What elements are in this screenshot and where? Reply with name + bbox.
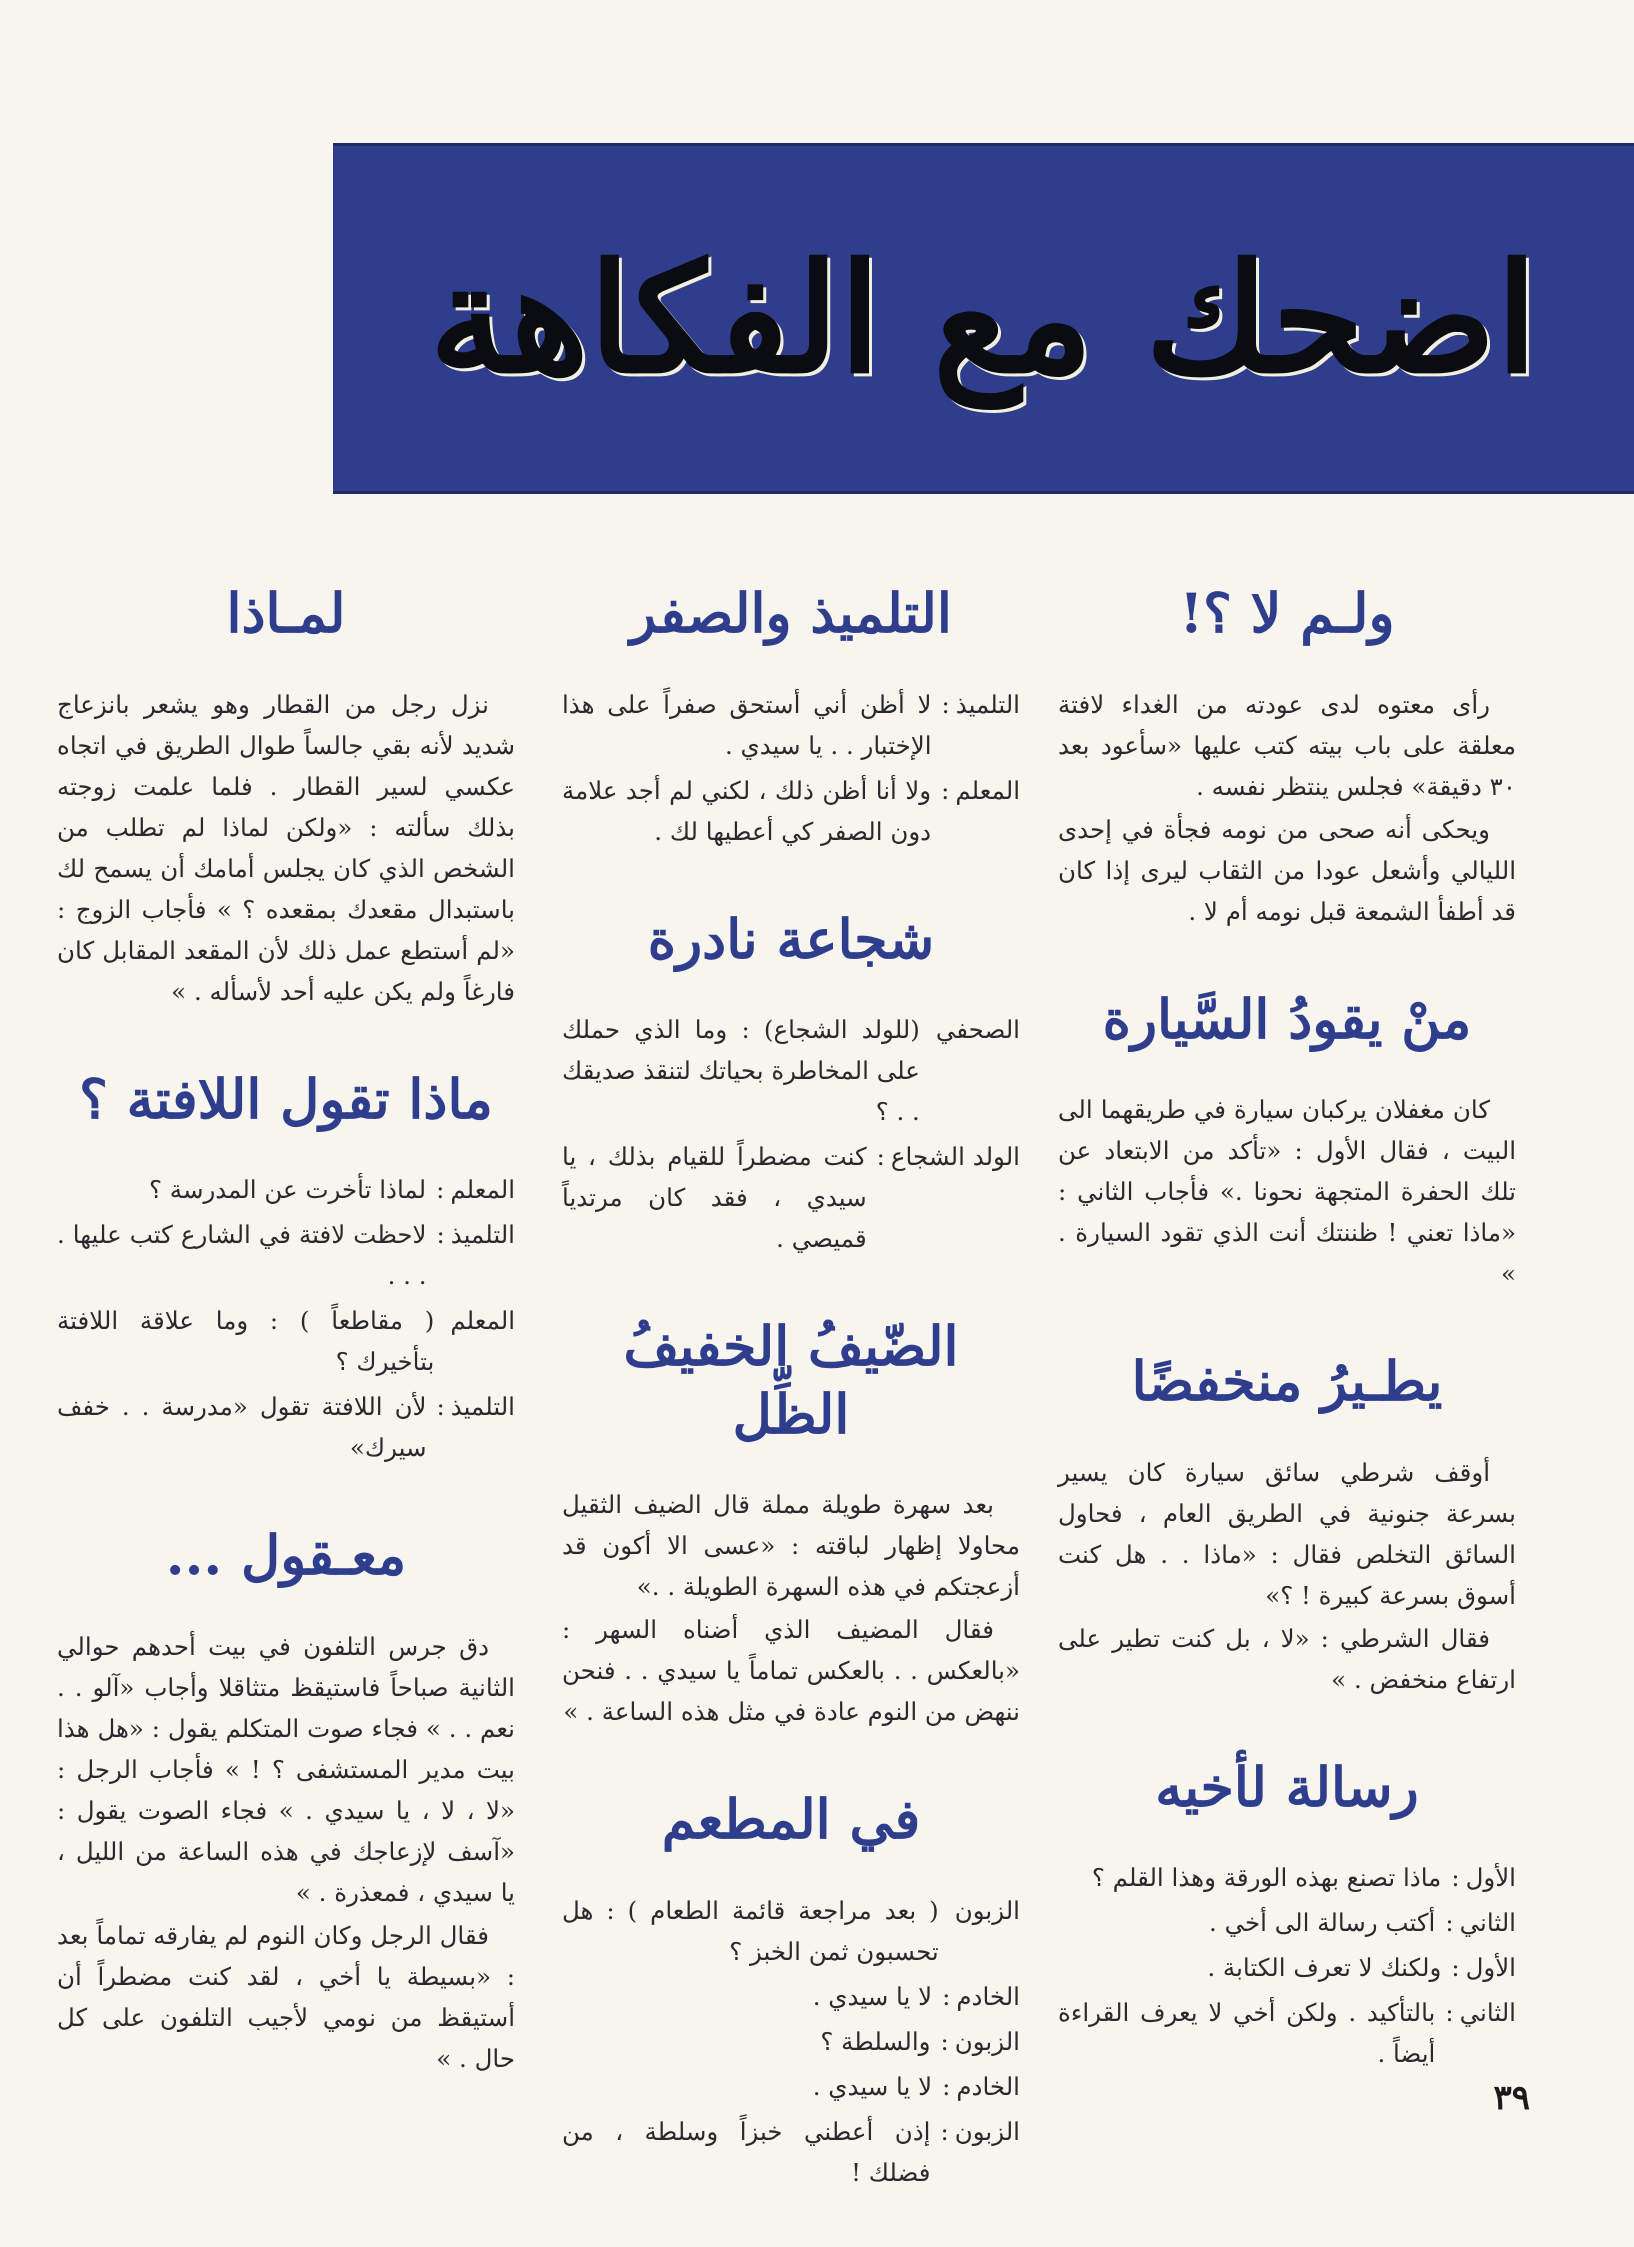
speaker: الولد الشجاع [890,1142,1020,1171]
story-title: رسالة لأخيه [1155,1754,1419,1819]
banner-title: اضحك مع الفكاهة [429,230,1538,407]
separator [920,1009,930,1132]
story-title: لمـاذا [226,581,346,645]
line-text: (للولد الشجاع) : وما الذي حملك على المخاطرة بحياتك لتنقذ صديقك . . ؟ [561,1015,920,1126]
story [1058,1754,1516,2075]
line-text: ولا أنا أظن ذلك ، لكني لم أجد علامة دون الصفر كي أعطيها لك . [562,775,932,846]
dialog-line [57,1214,515,1296]
story-paragraph: دق جرس التلفون في بيت أحدهم حوالي الثانية صباحاً فاستيقظ متثاقلا وأجاب «آلو . . نعم . . » فجاء صوت المتكلم يقول : «هل هذا بيت مدير المستشفى ؟ ! » فأجاب الرجل : «لا ، لا ، يا سيدي . » فجاء الصوت يقول : «آسف لإزعاجك في هذه الساعة من الليل ، يا سيدي ، فمعذرة . » [57,1631,515,1907]
speaker: المعلم [955,775,1020,805]
separator: : [1445,1908,1454,1937]
story [57,1066,515,1469]
speaker: التلميذ [955,689,1020,719]
story-paragraph: ويحكى أنه صحى من نومه فجأة في إحدى الليالي وأشعل عودا من الثقاب ليرى إذا كان قد أطفأ الشمعة قبل نومه أم لا . [1058,814,1516,926]
dialog [562,684,1020,852]
speaker: التلميذ [450,1220,515,1249]
column-left [57,580,515,2133]
line-text: لأن اللافتة تقول «مدرسة . . خفف سيرك» [57,1392,427,1462]
story [1058,580,1516,932]
story-title: الضّيفُ الخفيفُ الظِّل [623,1314,959,1446]
line-text: ولكنك لا تعرف الكتابة . [1207,1953,1442,1982]
speaker: الأول [1465,1953,1516,1982]
story-body [1058,684,1516,932]
story-title: التلميذ والصفر [630,581,952,645]
column-right [1058,580,1516,2128]
dialog-line [562,1136,1020,1259]
story-title: معـقول ... [165,1523,407,1587]
dialog [57,1169,515,1468]
speaker: الأول [1465,1863,1516,1892]
line-text: لا يا سيدي . [812,1981,933,2011]
column-middle [562,580,1020,2247]
story-paragraph: بعد سهرة طويلة مملة قال الضيف الثقيل محاولا إظهار لباقته : «عسى الا أكون قد أزعجتكم في هذه السهرة الطويلة . .» [562,1490,1020,1601]
line-text: كنت مضطراً للقيام بذلك ، يا سيدي ، فقد كان مرتدياً قميصي . [562,1142,867,1253]
dialog [562,1009,1020,1259]
story [57,1522,515,2079]
separator: : [1451,1863,1460,1892]
line-text: ( بعد مراجعة قائمة الطعام ) : هل تحسبون ثمن الخبز ؟ [562,1895,939,1966]
line-text: بالتأكيد . ولكن أخي لا يعرف القراءة أيضاً . [1058,1998,1436,2068]
separator [939,1890,949,1972]
line-text: والسلطة ؟ [820,2026,931,2056]
speaker: الصحفي [935,1015,1020,1044]
story-title: منْ يقودُ السَّيارة [1102,986,1472,1051]
speaker: المعلم [450,1175,515,1204]
separator: : [942,2071,951,2101]
separator: : [941,775,950,805]
dialog-line [562,2066,1020,2107]
dialog-line [562,1976,1020,2017]
story-paragraph: نزل رجل من القطار وهو يشعر بانزعاج شديد لأنه بقي جالساً طوال الطريق في اتجاه عكسي لسير القطار . فلما علمت زوجته بذلك سألته : «ولكن لماذا لم تطلب من الشخص الذي كان يجلس أمامك أن يسمح لك باستبدال مقعدك بمقعده ؟ » فأجاب الزوج : «لم أستطع عمل ذلك لأن المقعد المقابل كان فارغاً ولم يكن عليه أحد لأسأله . » [57,689,515,1006]
story [57,580,515,1012]
speaker: الثاني [1459,1908,1516,1937]
separator: : [942,1981,951,2011]
story-paragraph: فقال المضيف الذي أضناه السهر : «بالعكس . . بالعكس تماماً يا سيدي . . فنحن ننهض من النوم عادة في مثل هذه الساعة . » [562,1615,1020,1726]
dialog-line [57,1169,515,1210]
story [562,1786,1020,2193]
separator [434,1300,444,1382]
story-paragraph: فقال الشرطي : «لا ، بل كنت تطير على ارتفاع منخفض . » [1058,1623,1516,1694]
separator: : [436,1392,445,1421]
speaker: الثاني [1459,1998,1516,2027]
dialog-line [1058,1902,1516,1943]
dialog-line [562,2111,1020,2193]
line-text: ( مقاطعاً ) : وما علاقة اللافتة بتأخيرك ؟ [57,1306,435,1376]
dialog-line [562,1009,1020,1132]
speaker: الزبون [954,2026,1020,2056]
dialog-line [57,1300,515,1382]
story-body [562,1484,1020,1732]
separator: : [940,2116,949,2146]
line-text: لا أظن أني أستحق صفراً على هذا الإختبار . . يا سيدي . [562,689,932,760]
separator: : [941,689,950,719]
dialog-line [1058,1992,1516,2074]
separator: : [436,1175,445,1204]
speaker: الخادم [956,1981,1020,2011]
story-paragraph: رأى معتوه لدى عودته من الغداء لافتة معلقة على باب بيته كتب عليها «سأعود بعد ٣٠ دقيقة» فجلس ينتظر نفسه . [1058,689,1516,801]
story [562,906,1020,1260]
separator: : [876,1142,885,1171]
story [562,1313,1020,1732]
line-text: لاحظت لافتة في الشارع كتب عليها . . . . [57,1220,427,1290]
story [1058,1348,1516,1700]
header-banner [333,143,1634,494]
speaker: الزبون [954,2116,1020,2146]
separator: : [1445,1998,1454,2027]
dialog-line [1058,1947,1516,1988]
line-text: لا يا سيدي . [812,2071,933,2101]
story-body [1058,1089,1516,1294]
story [1058,986,1516,1295]
separator: : [1451,1953,1460,1982]
line-text: ماذا تصنع بهذه الورقة وهذا القلم ؟ [1091,1863,1442,1892]
page-number: ٣٩ [1493,2078,1530,2118]
story [562,580,1020,852]
story-title: ماذا تقول اللافتة ؟ [79,1066,493,1131]
dialog-line [562,684,1020,766]
line-text: إذن أعطني خبزاً وسلطة ، من فضلك ! [562,2116,931,2187]
dialog-line [562,770,1020,852]
story-title: في المطعم [661,1787,921,1851]
dialog [1058,1857,1516,2074]
separator: : [436,1220,445,1249]
line-text: لماذا تأخرت عن المدرسة ؟ [149,1175,427,1204]
story-title: شجاعة نادرة [647,906,935,971]
line-text: أكتب رسالة الى أخي . [1209,1908,1436,1937]
story-paragraph: أوقف شرطي سائق سيارة كان يسير بسرعة جنونية في الطريق العام ، فحاول السائق التخلص فقال : «ماذا . . هل كنت أسوق بسرعة كبيرة ! ؟» [1058,1457,1516,1610]
speaker: الخادم [956,2071,1020,2101]
story-paragraph: كان مغفلان يركبان سيارة في طريقهما الى البيت ، فقال الأول : «تأكد من الابتعاد عن تلك الحفرة المتجهة نحونا .» فأجاب الثاني : «ماذا تعني ! ظننتك أنت الذي تقود السيارة . » [1058,1095,1516,1288]
dialog-line [562,1890,1020,1972]
separator: : [940,2026,949,2056]
story-body [57,684,515,1012]
dialog-line [1058,1857,1516,1898]
dialog [562,1890,1020,2193]
dialog-line [562,2021,1020,2062]
story-paragraph: فقال الرجل وكان النوم لم يفارقه تماماً بعد : «بسيطة يا أخي ، لقد كنت مضطراً أن أستيقظ من نومي لأجيب التلفون على كل حال . » [57,1920,515,2073]
story-body [57,1626,515,2079]
speaker: التلميذ [450,1392,515,1421]
story-title: يطـيرُ منخفضًا [1131,1349,1443,1413]
speaker: الزبون [954,1895,1020,1925]
story-body [1058,1452,1516,1700]
story-title: ولـم لا ؟! [1179,581,1395,645]
speaker: المعلم [450,1306,515,1335]
dialog-line [57,1386,515,1468]
